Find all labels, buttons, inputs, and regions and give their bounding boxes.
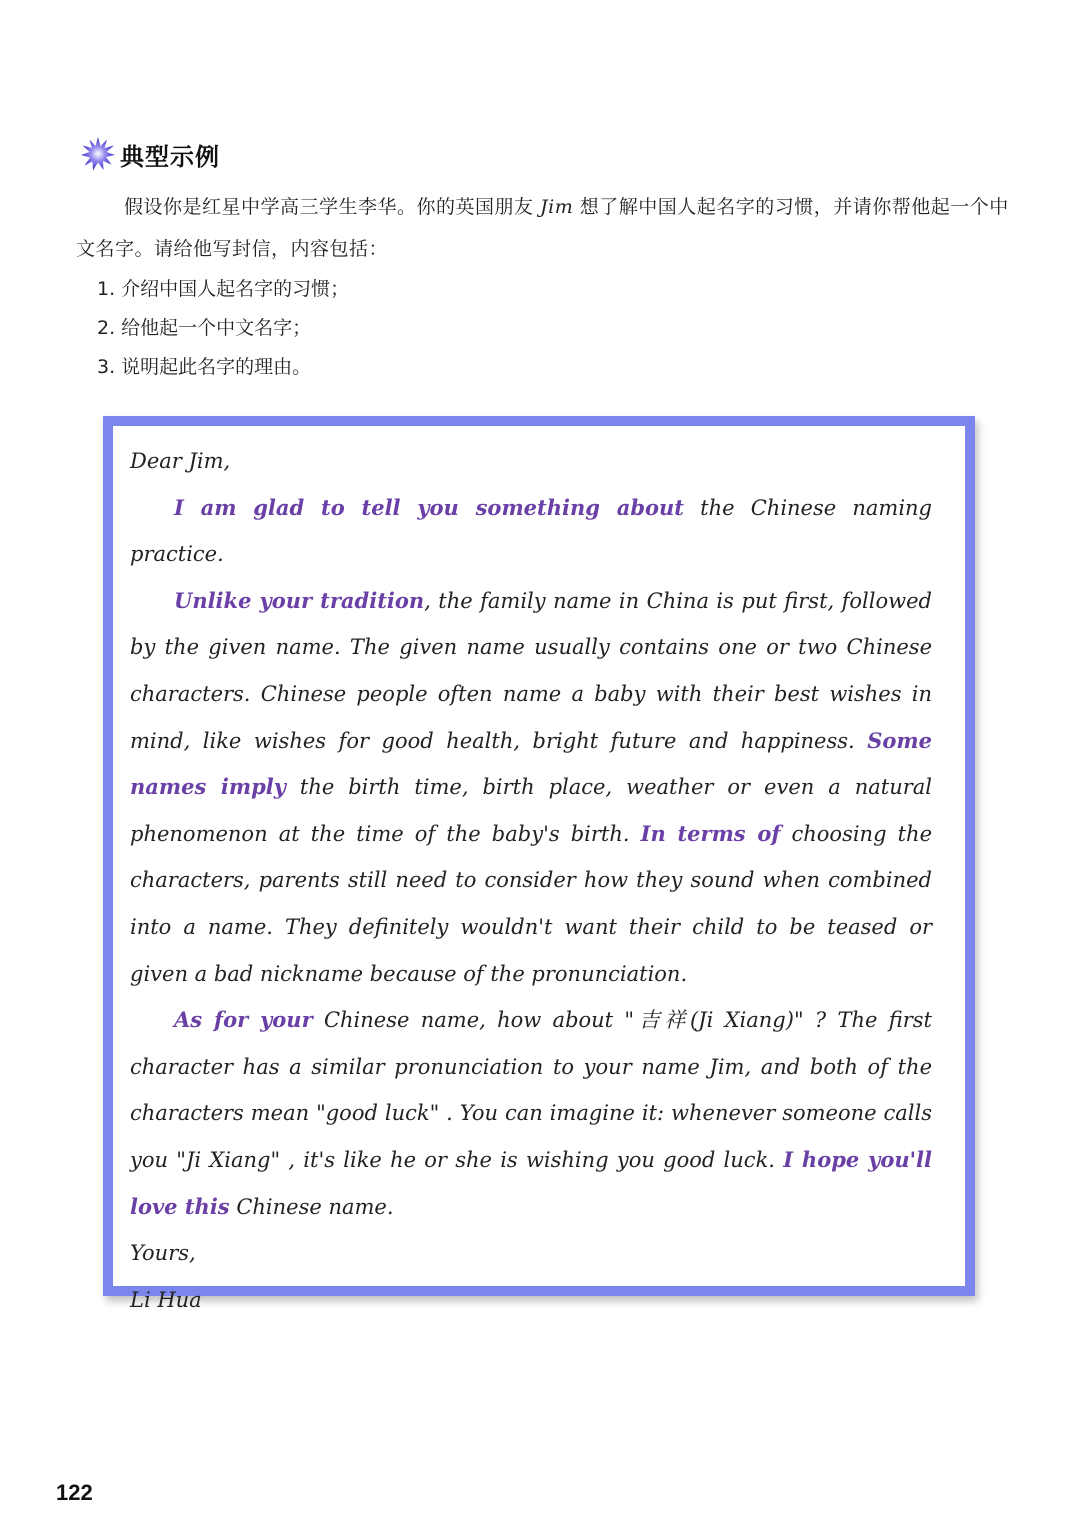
prompt-text: 假设你是红星中学高三学生李华。你的英国朋友	[124, 196, 541, 218]
prompt-name: Jim	[540, 196, 574, 218]
letter-paragraph-2	[130, 578, 932, 997]
highlight-phrase: I hope you'll love this	[130, 1146, 932, 1219]
highlight-phrase: As for your	[174, 1007, 313, 1033]
letter-text: , the family name in China is put first, followed by the given name. The given name usually contains one or two Chinese characters. Chinese people often name a baby with their best wishes in mind, like wishes for good health, bright future and happiness.	[130, 588, 932, 753]
letter-paragraph-3	[130, 997, 932, 1230]
highlight-phrase: I am glad to tell you something about	[174, 494, 684, 520]
letter-text: the Chinese naming practice.	[130, 495, 932, 567]
requirement-item: 1. 介绍中国人起名字的习惯；	[97, 278, 350, 300]
page-number: 122	[56, 1480, 93, 1505]
starburst-icon	[80, 136, 116, 172]
writing-prompt	[76, 186, 1024, 270]
letter-text: Chinese name.	[229, 1194, 394, 1219]
model-letter	[130, 438, 932, 1323]
letter-closing: Yours,	[130, 1241, 196, 1266]
letter-text: choosing the characters, parents still need to consider how they sound when combined into a name. They definitely wouldn't want their child to be teased or given a bad nickname because of the pronunciation.	[130, 821, 933, 986]
highlight-phrase: Unlike your tradition	[174, 587, 425, 613]
letter-text: the birth time, birth place, weather or even a natural phenomenon at the time of the baby's birth.	[130, 775, 933, 846]
letter-paragraph-1	[130, 485, 932, 578]
letter-text: Chinese name, how about "吉祥(Ji Xiang)" ? The first character has a similar pronunciation to your name Jim, and both of the characters mean "good luck" . You can imagine it: whenever someone calls you "Ji Xiang" , it's like he or she is wishing you good luck.	[130, 1008, 933, 1172]
requirements-list	[97, 270, 349, 387]
section-header	[80, 134, 220, 174]
letter-signature: Li Hua	[130, 1287, 202, 1312]
requirement-item: 3. 说明起此名字的理由。	[97, 356, 312, 378]
section-title: 典型示例	[120, 142, 220, 171]
letter-greeting: Dear Jim,	[130, 449, 231, 473]
highlight-phrase: In terms of	[640, 820, 781, 846]
prompt-text-cont: 想了解中国人起名字的习惯，并请你帮他起一个中文名字。请给他写封信，内容包括：	[76, 196, 1009, 260]
requirement-item: 2. 给他起一个中文名字；	[97, 317, 312, 339]
highlight-phrase: Some names imply	[130, 727, 932, 800]
